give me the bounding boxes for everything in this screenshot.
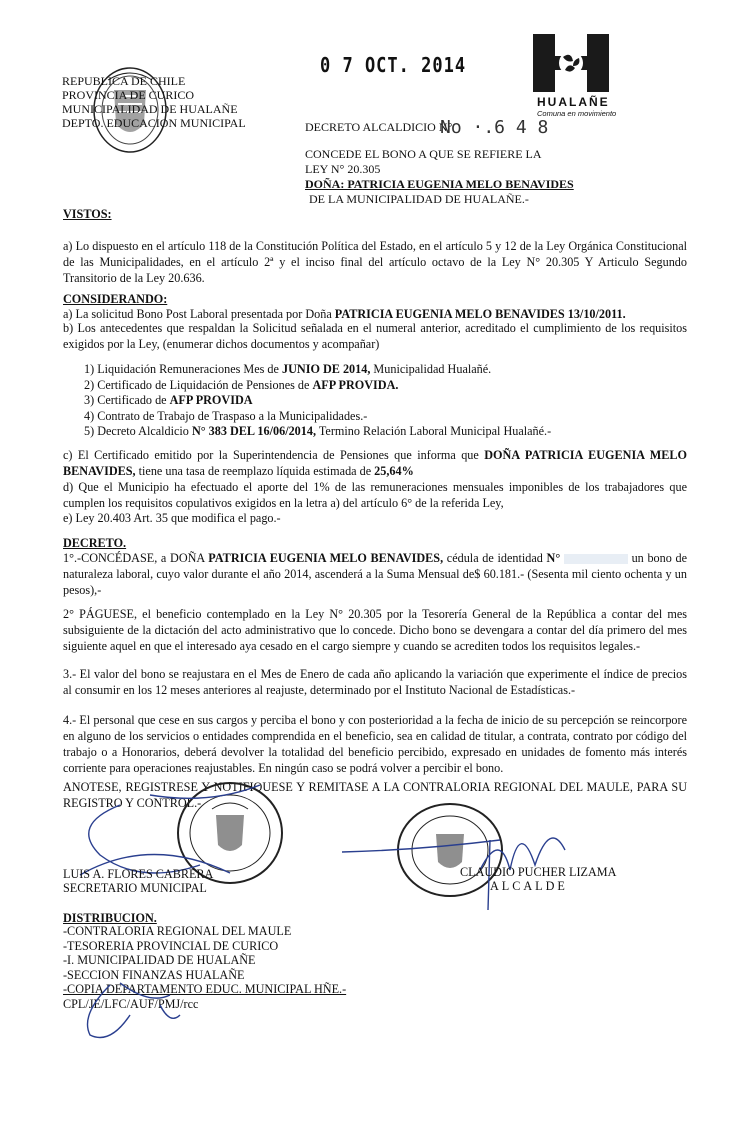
decree-beneficiary: DOÑA: PATRICIA EUGENIA MELO BENAVIDES [305,177,574,191]
decree-subject: CONCEDE EL BONO A QUE SE REFIERE LA [305,147,542,161]
decreto-article-1: 1°.-CONCÉDASE, a DOÑA PATRICIA EUGENIA MELO BENAVIDES, cédula de identidad N° un bono de naturaleza laboral, cuyo valor durante el año 2014, ascenderá a la Suma Mensual de$ 60.181.- (Sesenta mil ciento ochenta y un pesos),- [63,551,687,597]
vistos-paragraph: a) Lo dispuesto en el artículo 118 de la Constitución Política del Estado, en el artículo 5 y 12 de la Ley Orgánica Constitucional de las Municipalidades, en el artículo 2ª y el inciso final del artículo octavo de la Ley N° 20.305 Y Articulo Segundo Transitorio de la Ley 20.636. [63,239,687,285]
considerando-a: a) La solicitud Bono Post Laboral presentada por Doña PATRICIA EUGENIA MELO BENAVIDES 13/10/2011. [63,307,626,321]
list-item: 5) Decreto Alcaldicio N° 383 DEL 16/06/2014, Termino Relación Laboral Municipal Hualañé.- [84,424,552,439]
date-stamp: 0 7 OCT. 2014 [320,54,467,78]
header-line: MUNICIPALIDAD DE HUALAÑE [62,102,238,116]
header-line: DEPTO. EDUCACION MUNICIPAL [62,116,246,130]
document-list [84,362,551,440]
considerando-e: e) Ley 20.403 Art. 35 que modifica el pago.- [63,511,281,525]
section-title-distribucion: DISTRIBUCION. [63,911,157,925]
decree-subject: DE LA MUNICIPALIDAD DE HUALAÑE.- [309,192,529,206]
closing-statement: ANOTESE, REGISTRESE Y NOTIFIQUESE Y REMITASE A LA CONTRALORIA REGIONAL DEL MAULE, PARA SU REGISTRO Y CONTROL.- [63,780,687,810]
mayor-name: CLAUDIO PUCHER LIZAMA [460,865,617,879]
decree-label: DECRETO ALCALDICIO N° [305,120,453,134]
decreto-article-4: 4.- El personal que cese en sus cargos y perciba el bono y con posterioridad a la fecha de inicio de su percepción se reincorpore en alguno de los servicios o entidades comprendida en el beneficio, sea en calidad de titular, a contrata, contrato por código del trabajo o a Honorarios, deberá devolver la totalidad del beneficio percibido, expresado en unidades de fomento más interés corriente para operaciones reajustables. En ningún caso se podrá volver a percibir el bono. [63,713,687,775]
list-item: -I. MUNICIPALIDAD DE HUALAÑE [63,953,256,967]
list-item: 4) Contrato de Trabajo de Traspaso a la Municipalidades.- [84,408,368,423]
list-item: 2) Certificado de Liquidación de Pensiones de AFP PROVIDA. [84,377,399,392]
list-item: -SECCION FINANZAS HUALAÑE [63,967,245,982]
decree-subject: LEY N° 20.305 [305,162,381,176]
initials-signature-icon [70,975,190,1045]
decreto-article-2: 2° PÁGUESE, el beneficio contemplado en la Ley N° 20.305 por la Tesorería General de la República a contar del mes subsiguiente de la dictación del acto administrativo que lo concede. Dicho bono se devengara a contar del día primero del mes siguiente aquel en que el interesado aya cesado en el cargo siempre y cuando se acrediten todos los requisitos legales.- [63,607,687,653]
mayor-role: ALCALDE [490,879,568,893]
considerando-c: c) El Certificado emitido por la Superintendencia de Pensiones que informa que DOÑA PATRICIA EUGENIA MELO BENAVIDES, tiene una tasa de reemplazo líquida estimada de 25,64% [63,448,687,478]
header-line: REPUBLICA DE CHILE [62,74,186,88]
logo-tagline: Comuna en movimiento [537,109,617,118]
list-item: -CONTRALORIA REGIONAL DEL MAULE [63,924,292,938]
section-title-considerando: CONSIDERANDO: [63,292,168,306]
logo-name: HUALAÑE [537,95,610,109]
header-line: PROVINCIA DE CURICO [62,88,195,102]
considerando-b: b) Los antecedentes que respaldan la Solicitud señalada en el numeral anterior, acreditado el cumplimiento de los requisitos exigidos por la Ley, (enumerar dichos documentos y acompañar) [63,321,687,351]
section-title-decreto: DECRETO. [63,536,127,550]
redacted-id [564,554,628,564]
list-item: -COPIA DEPARTAMENTO EDUC. MUNICIPAL HÑE.- [63,982,347,996]
secretary-name: LUIS A. FLORES CABRERA [63,867,214,881]
decreto-article-3: 3.- El valor del bono se reajustara en el Mes de Enero de cada año aplicando la variación que experimente el índice de precios al consumir en los 12 meses anteriores al reajuste, determinado por el Instituto Nacional de Estadísticas.- [63,667,687,697]
section-title-vistos: VISTOS: [63,207,112,221]
list-item: 3) Certificado de AFP PROVIDA [84,393,253,408]
hualane-logo-icon [533,34,609,92]
secretary-role: SECRETARIO MUNICIPAL [63,881,207,895]
decree-number: No ·.6 4 8 [440,117,549,138]
list-item: -TESORERIA PROVINCIAL DE CURICO [63,938,279,953]
initials: CPL/JE/LFC/AUF/PMJ/rcc [63,996,199,1011]
considerando-d: d) Que el Municipio ha efectuado el aporte del 1% de las remuneraciones mensuales imponibles de los trabajadores que cumplen los requisitos copulativos exigidos en la letra a) del artículo 6° de la referida Ley, [63,480,687,510]
list-item: 1) Liquidación Remuneraciones Mes de JUNIO DE 2014, Municipalidad Hualañé. [84,362,492,376]
